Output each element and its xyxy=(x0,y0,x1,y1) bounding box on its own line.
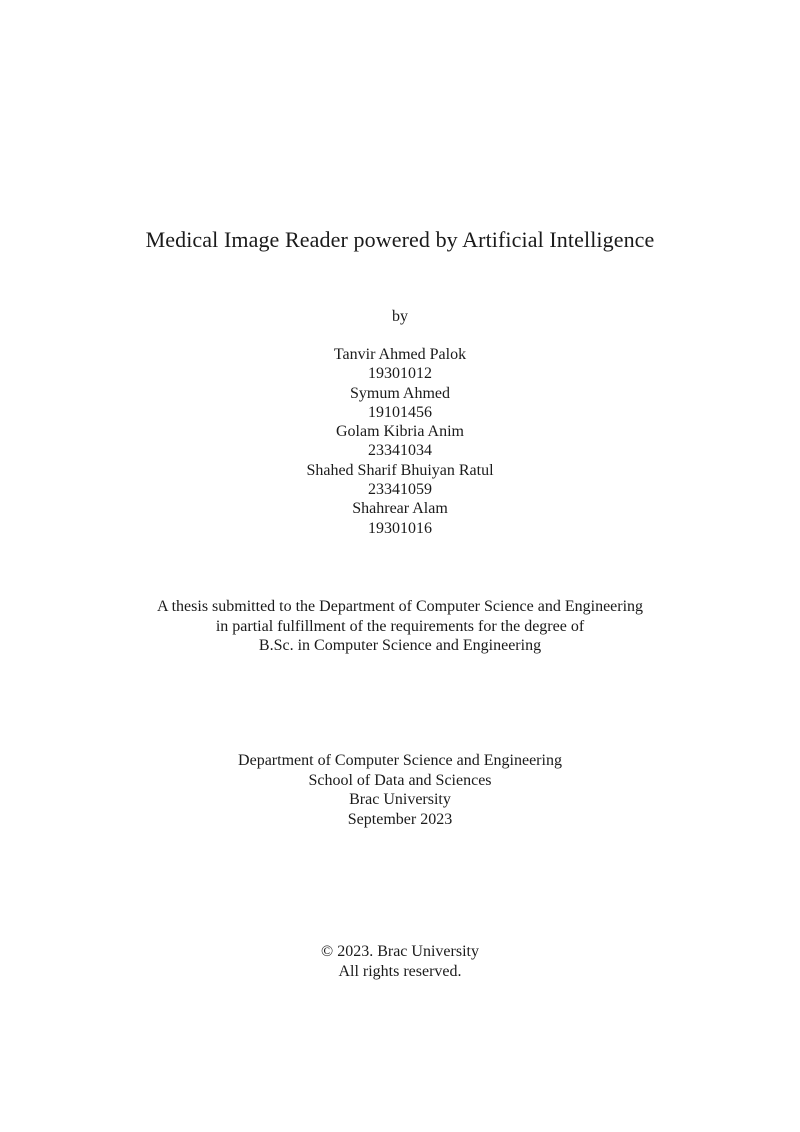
submission-statement xyxy=(0,597,800,656)
author-id: 19301012 xyxy=(368,365,432,383)
copyright-line: © 2023. Brac University xyxy=(321,943,479,960)
author-name: Symum Ahmed xyxy=(349,384,450,402)
statement-line: in partial fulfillment of the requirements for the degree of xyxy=(215,617,585,635)
author-id: 19101456 xyxy=(368,403,432,421)
rights-line: All rights reserved. xyxy=(338,962,462,980)
by-label: by xyxy=(392,308,408,325)
author-name: Shahrear Alam xyxy=(352,500,448,518)
copyright-notice xyxy=(0,942,800,981)
author-id: 23341059 xyxy=(368,481,432,499)
author-id: 23341034 xyxy=(368,442,432,460)
author-name: Shahed Sharif Bhuiyan Ratul xyxy=(306,461,494,479)
author-id: 19301016 xyxy=(368,519,432,537)
submission-date: September 2023 xyxy=(347,810,453,828)
school: School of Data and Sciences xyxy=(308,771,492,789)
university: Brac University xyxy=(349,791,451,808)
author-name: Golam Kibria Anim xyxy=(336,423,464,441)
author-list xyxy=(0,345,800,538)
department: Department of Computer Science and Engineering xyxy=(238,752,562,769)
affiliation xyxy=(0,751,800,829)
thesis-title: Medical Image Reader powered by Artificial Intelligence xyxy=(145,227,655,252)
author-name: Tanvir Ahmed Palok xyxy=(333,346,467,363)
statement-line: A thesis submitted to the Department of Computer Science and Engineering xyxy=(156,598,644,615)
statement-line: B.Sc. in Computer Science and Engineering xyxy=(258,637,542,654)
